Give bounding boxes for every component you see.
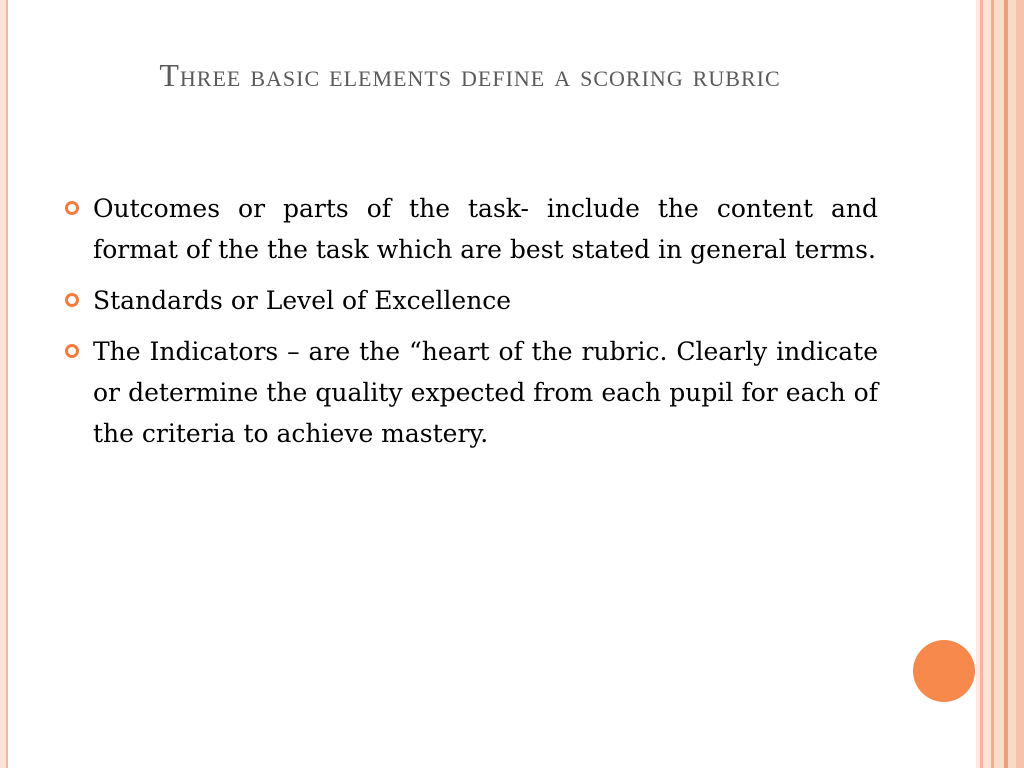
orange-circle-icon xyxy=(913,640,975,702)
ring-bullet-icon xyxy=(65,293,79,307)
left-border-decoration xyxy=(0,0,8,768)
stripe xyxy=(994,0,1004,768)
ring-bullet-icon xyxy=(65,201,79,215)
ring-bullet-icon xyxy=(65,344,79,358)
bullet-text: The Indicators – are the “heart of the rubric. Clearly indicate or determine the quality expected from each pupil for each of the criteria to achieve mastery. xyxy=(93,337,878,448)
bullet-list xyxy=(62,188,878,464)
bullet-item xyxy=(62,188,878,270)
stripe xyxy=(1016,0,1024,768)
stripe xyxy=(1008,0,1016,768)
bullet-item xyxy=(62,280,878,321)
right-stripe-decoration xyxy=(976,0,1024,768)
bullet-item xyxy=(62,331,878,454)
slide-title: Three basic elements define a scoring rubric xyxy=(159,57,781,93)
bullet-text: Standards or Level of Excellence xyxy=(93,286,512,315)
stripe xyxy=(983,0,991,768)
bullet-text: Outcomes or parts of the task- include the content and format of the the task which are best stated in general terms. xyxy=(93,194,878,264)
